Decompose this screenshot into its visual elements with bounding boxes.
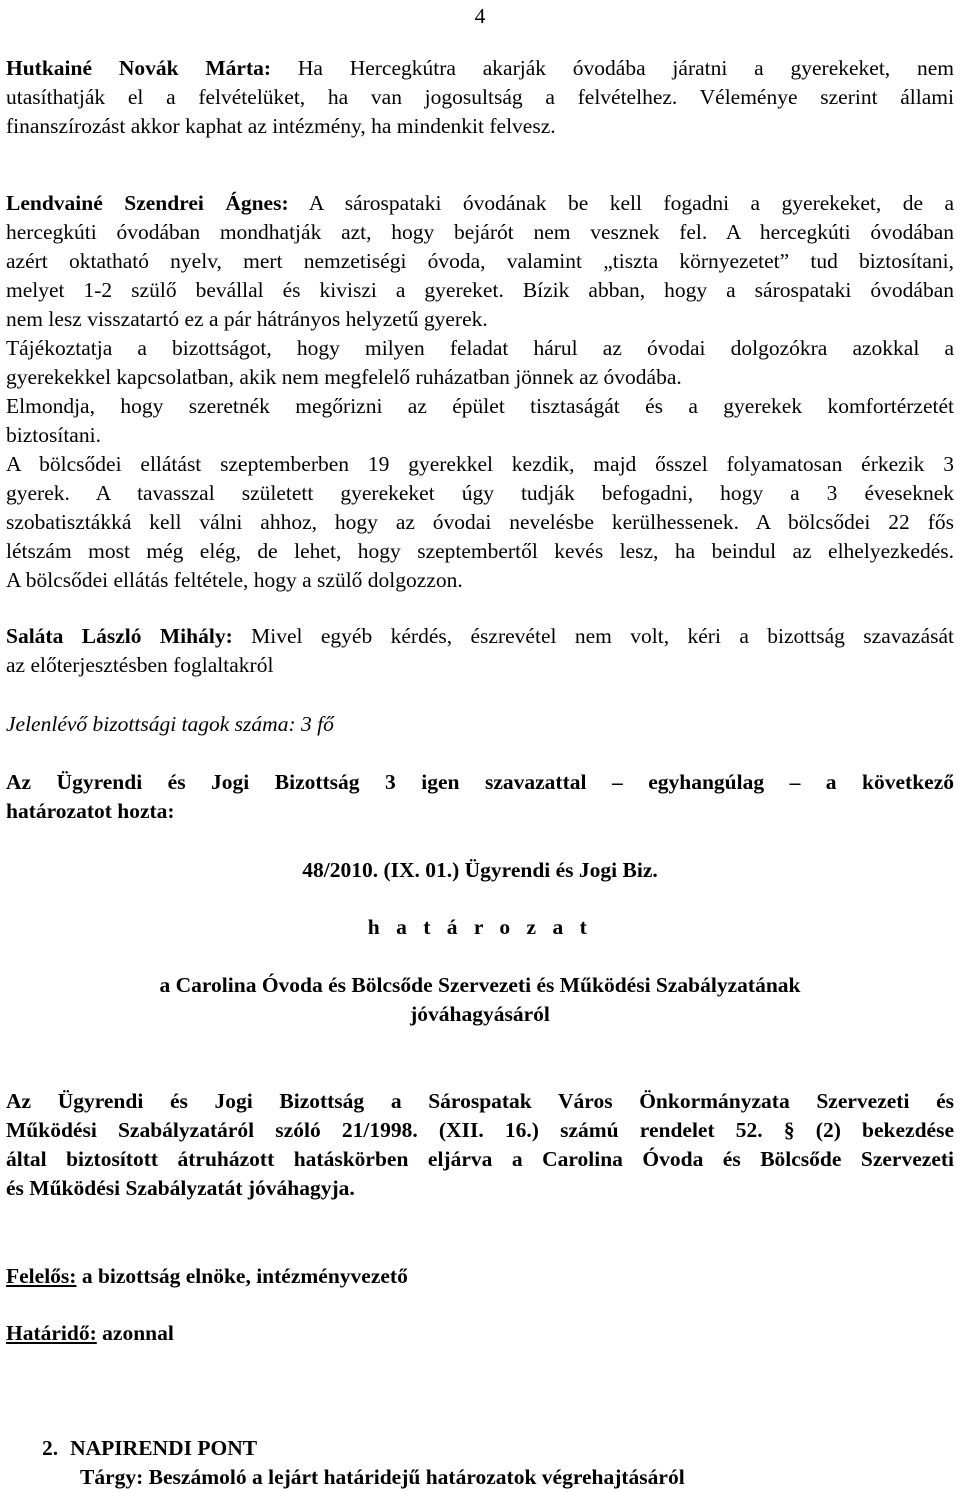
text-line: Elmondja, hogy szeretnék megőrizni az épület tisztaságát és a gyerekek komfortérzetét: [6, 394, 954, 418]
resolution-heading: h a t á r o z a t: [367, 915, 593, 939]
text-line: A bölcsődei ellátást szeptemberben 19 gyerekkel kezdik, majd ősszel folyamatosan érkezik 3: [6, 452, 954, 476]
paragraph-hutkaine: [6, 54, 954, 141]
deadline: [6, 1319, 174, 1348]
text-line: melyet 1-2 szülő bevállal és kiviszi a gyereket. Bízik abban, hogy a sárospataki óvodában: [6, 278, 954, 302]
paragraph-lendvaine: [6, 189, 954, 595]
deadline-label: Határidő:: [6, 1321, 97, 1345]
responsible-label: Felelős:: [6, 1264, 77, 1288]
text-line: gyerek. A tavasszal született gyerekeket úgy tudják befogadni, hogy a 3 éveseknek: [6, 481, 954, 505]
text-line: létszám most még elég, de lehet, hogy szeptembertől kevés lesz, ha beindul az elhelyezkedés.: [6, 539, 954, 563]
paragraph-salata: [6, 622, 954, 680]
text-line: azért oktatható nyelv, mert nemzetiségi óvoda, valamint „tiszta környezetet” tud biztosítani,: [6, 249, 954, 273]
text-line: szobatisztákká kell válni ahhoz, hogy az óvodai nevelésbe kerülhessenek. A bölcsődei 22 fős: [6, 510, 954, 534]
present-members: Jelenlévő bizottsági tagok száma: 3 fő: [6, 712, 334, 736]
resolution-body: [6, 1087, 954, 1203]
deadline-value: azonnal: [96, 1321, 174, 1345]
agenda-title: NAPIRENDI PONT: [70, 1436, 258, 1460]
text-line: utasíthatják el a felvételüket, ha van jogosultság a felvételhez. Véleménye szerint állami: [6, 85, 954, 109]
agenda-point: [42, 1434, 257, 1463]
vote-statement: [6, 768, 954, 826]
resolution-subject: a Carolina Óvoda és Bölcsőde Szervezeti és Működési Szabályzatának: [159, 973, 801, 997]
text-line: által biztosított átruházott hatáskörben eljárva a Carolina Óvoda és Bölcsőde Szervezeti: [6, 1147, 954, 1171]
text-line: A bölcsődei ellátás feltétele, hogy a szülő dolgozzon.: [6, 568, 463, 592]
text-line: az előterjesztésben foglaltakról: [6, 653, 274, 677]
text-line: finanszírozást akkor kaphat az intézmény, ha mindenkit felvesz.: [6, 114, 556, 138]
text-line: gyerekekkel kapcsolatban, akik nem megfelelő ruházatban jönnek az óvodába.: [6, 365, 682, 389]
text-line: nem lesz visszatartó ez a pár hátrányos helyzetű gyerek.: [6, 307, 488, 331]
speaker-name: Lendvainé Szendrei Ágnes:: [6, 191, 289, 215]
agenda-subject: Tárgy: Beszámoló a lejárt határidejű határozatok végrehajtásáról: [80, 1465, 685, 1489]
agenda-number: 2.: [42, 1436, 59, 1460]
resolution-subject-cont: jóváhagyásáról: [410, 1002, 550, 1026]
text-line: Ha Hercegkútra akarják óvodába járatni a gyerekeket, nem: [271, 56, 954, 80]
resolution-number: 48/2010. (IX. 01.) Ügyrendi és Jogi Biz.: [302, 858, 658, 882]
responsible-value: a bizottság elnöke, intézményvezető: [76, 1264, 408, 1288]
text-line: határozatot hozta:: [6, 799, 175, 823]
text-line: és Működési Szabályzatát jóváhagyja.: [6, 1176, 355, 1200]
text-line: Mivel egyéb kérdés, észrevétel nem volt, kéri a bizottság szavazását: [232, 624, 955, 648]
text-line: Az Ügyrendi és Jogi Bizottság 3 igen szavazattal – egyhangúlag – a következő: [6, 770, 954, 794]
text-line: Tájékoztatja a bizottságot, hogy milyen feladat hárul az óvodai dolgozókra azokkal a: [6, 336, 954, 360]
page-number: 4: [474, 4, 486, 28]
text-line: Működési Szabályzatáról szóló 21/1998. (XII. 16.) számú rendelet 52. § (2) bekezdése: [6, 1118, 954, 1142]
speaker-name: Saláta László Mihály:: [6, 624, 233, 648]
text-line: biztosítani.: [6, 423, 101, 447]
text-line: Az Ügyrendi és Jogi Bizottság a Sárospatak Város Önkormányzata Szervezeti és: [6, 1089, 954, 1113]
text-line: hercegkúti óvodában mondhatják azt, hogy bejárót nem vesznek fel. A hercegkúti óvodában: [6, 220, 954, 244]
speaker-name: Hutkainé Novák Márta:: [6, 56, 272, 80]
text-line: A sárospataki óvodának be kell fogadni a gyerekeket, de a: [288, 191, 954, 215]
responsible: [6, 1262, 408, 1291]
